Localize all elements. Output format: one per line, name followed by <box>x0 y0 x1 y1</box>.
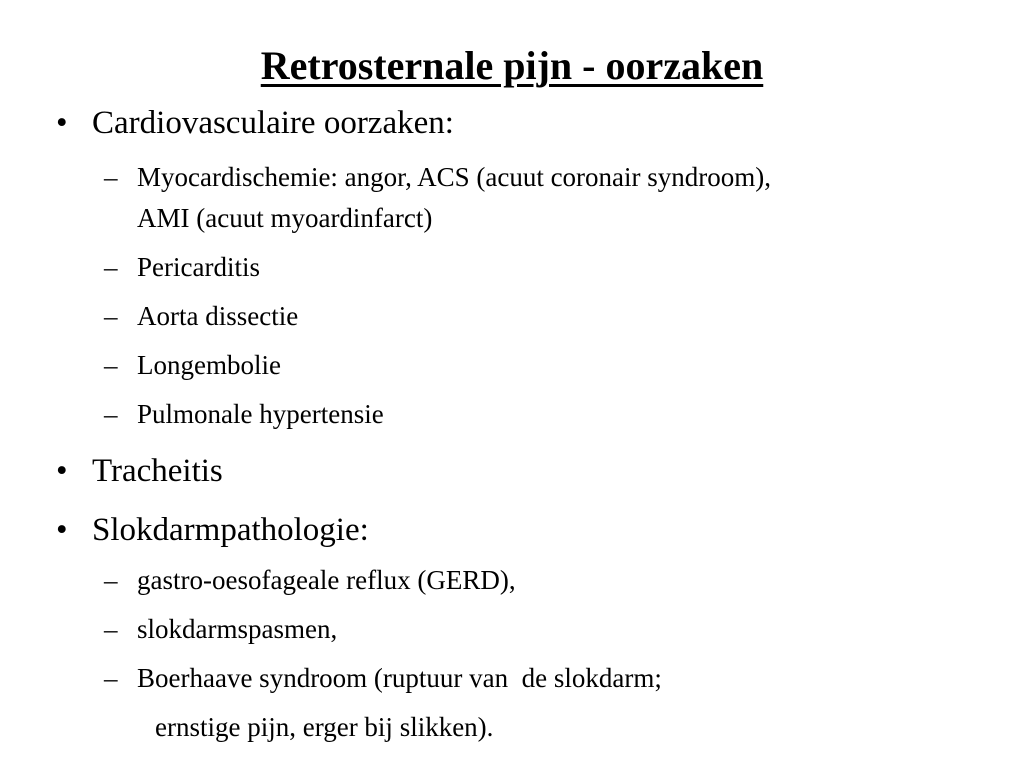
dash-icon: – <box>104 162 118 192</box>
dash-icon: – <box>104 565 118 595</box>
subitem-label: slokdarmspasmen, <box>137 614 338 644</box>
subitem-label: Pericarditis <box>137 252 260 282</box>
subitem-label: Myocardischemie: angor, ACS (acuut coronair syndroom), <box>137 162 772 192</box>
subitem-label: Longembolie <box>137 350 281 380</box>
bullet-icon: • <box>56 105 68 141</box>
slide-title <box>0 40 1024 92</box>
subitem-label: Boerhaave syndroom (ruptuur van de slokdarm; <box>137 663 662 693</box>
slide-title-text: Retrosternale pijn - oorzaken <box>260 43 764 88</box>
subitem-label: ernstige pijn, erger bij slikken). <box>155 712 494 742</box>
bullet-label: Tracheitis <box>92 453 223 489</box>
bullet-label: Slokdarmpathologie: <box>92 512 369 548</box>
bullet-icon: • <box>56 453 68 489</box>
dash-icon: – <box>104 614 118 644</box>
dash-icon: – <box>104 252 118 282</box>
subitem-label: gastro-oesofageale reflux (GERD), <box>137 565 516 595</box>
subitem-label: Aorta dissectie <box>137 301 299 331</box>
bullet-label: Cardiovasculaire oorzaken: <box>92 105 454 141</box>
dash-icon: – <box>104 350 118 380</box>
dash-icon: – <box>104 663 118 693</box>
dash-icon: – <box>104 399 118 429</box>
bullet-icon: • <box>56 512 68 548</box>
subitem-label: AMI (acuut myoardinfarct) <box>137 203 433 233</box>
dash-icon: – <box>104 301 118 331</box>
subitem-label: Pulmonale hypertensie <box>137 399 384 429</box>
